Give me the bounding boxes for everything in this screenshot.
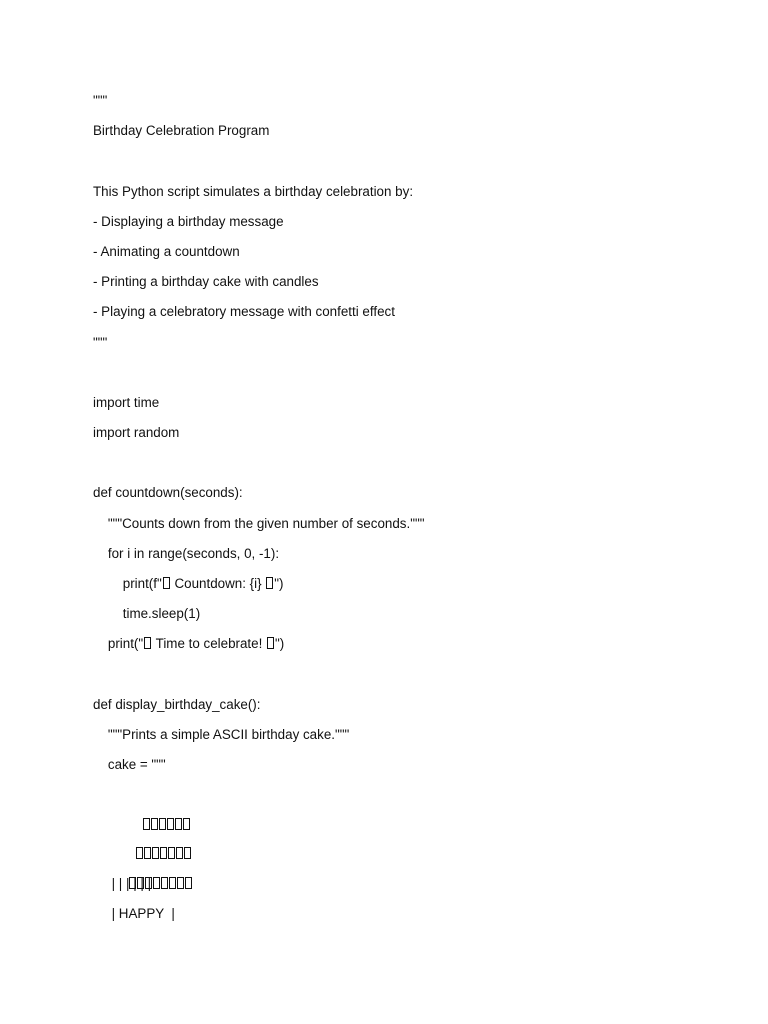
cake-docstring-line: """Prints a simple ASCII birthday cake.""" [93, 726, 350, 742]
program-title: Birthday Celebration Program [93, 123, 270, 139]
missing-glyph-icon [184, 847, 191, 859]
celebrate-print-end: ") [275, 636, 285, 652]
feature-item-confetti: - Playing a celebratory message with confetti effect [93, 304, 395, 320]
feature-item-message: - Displaying a birthday message [93, 213, 284, 229]
countdown-def-line: def countdown(seconds): [93, 485, 243, 501]
missing-glyph-icon [152, 847, 159, 859]
missing-glyph-icon [183, 818, 190, 830]
missing-glyph-icon [267, 637, 274, 649]
feature-item-cake: - Printing a birthday cake with candles [93, 274, 319, 290]
import-random-line: import random [93, 425, 180, 441]
missing-glyph-icon [167, 818, 174, 830]
missing-glyph-icon [163, 577, 170, 589]
countdown-print-end: ") [274, 576, 284, 591]
blank-line [93, 448, 713, 478]
missing-glyph-icon [136, 847, 143, 859]
missing-glyph-icon [177, 877, 184, 889]
missing-glyph-icon [176, 847, 183, 859]
missing-glyph-icon [144, 847, 151, 859]
cake-assign-line: cake = """ [93, 757, 166, 773]
missing-glyph-icon [175, 818, 182, 830]
missing-glyph-icon [144, 637, 151, 649]
missing-glyph-icon [185, 877, 192, 889]
blank-line [93, 660, 713, 690]
countdown-docstring-line: """Counts down from the given number of seconds.""" [93, 515, 425, 531]
cake-candle-row [93, 780, 713, 810]
countdown-print-start: print(f" [93, 576, 162, 591]
cake-happy-line: | HAPPY | [93, 906, 175, 921]
countdown-print-middle: Countdown: {i} [170, 576, 266, 591]
document-body [93, 86, 713, 929]
docstring-open: """ [93, 93, 108, 108]
cake-pipes-line: | | | | | | [93, 875, 152, 891]
missing-glyph-icon [153, 877, 160, 889]
celebrate-print-start: print(" [93, 636, 144, 652]
missing-glyph-icon [143, 818, 150, 830]
missing-glyph-icon [169, 877, 176, 889]
countdown-for-line: for i in range(seconds, 0, -1): [93, 545, 280, 561]
blank-line [93, 358, 713, 388]
missing-glyph-icon [151, 818, 158, 830]
countdown-print-line [93, 569, 713, 599]
cake-def-line: def display_birthday_cake(): [93, 696, 261, 712]
missing-glyph-icon [160, 847, 167, 859]
blank-line [93, 146, 713, 176]
missing-glyph-icon [266, 577, 273, 589]
sleep-line: time.sleep(1) [93, 606, 201, 622]
missing-glyph-icon [161, 877, 168, 889]
celebrate-print-middle: Time to celebrate! [152, 636, 267, 652]
feature-item-countdown: - Animating a countdown [93, 243, 240, 259]
import-time-line: import time [93, 394, 160, 410]
missing-glyph-icon [159, 818, 166, 830]
docstring-close: """ [93, 334, 108, 350]
description-line: This Python script simulates a birthday celebration by: [93, 183, 414, 199]
missing-glyph-icon [168, 847, 175, 859]
celebrate-print-line [93, 629, 713, 659]
